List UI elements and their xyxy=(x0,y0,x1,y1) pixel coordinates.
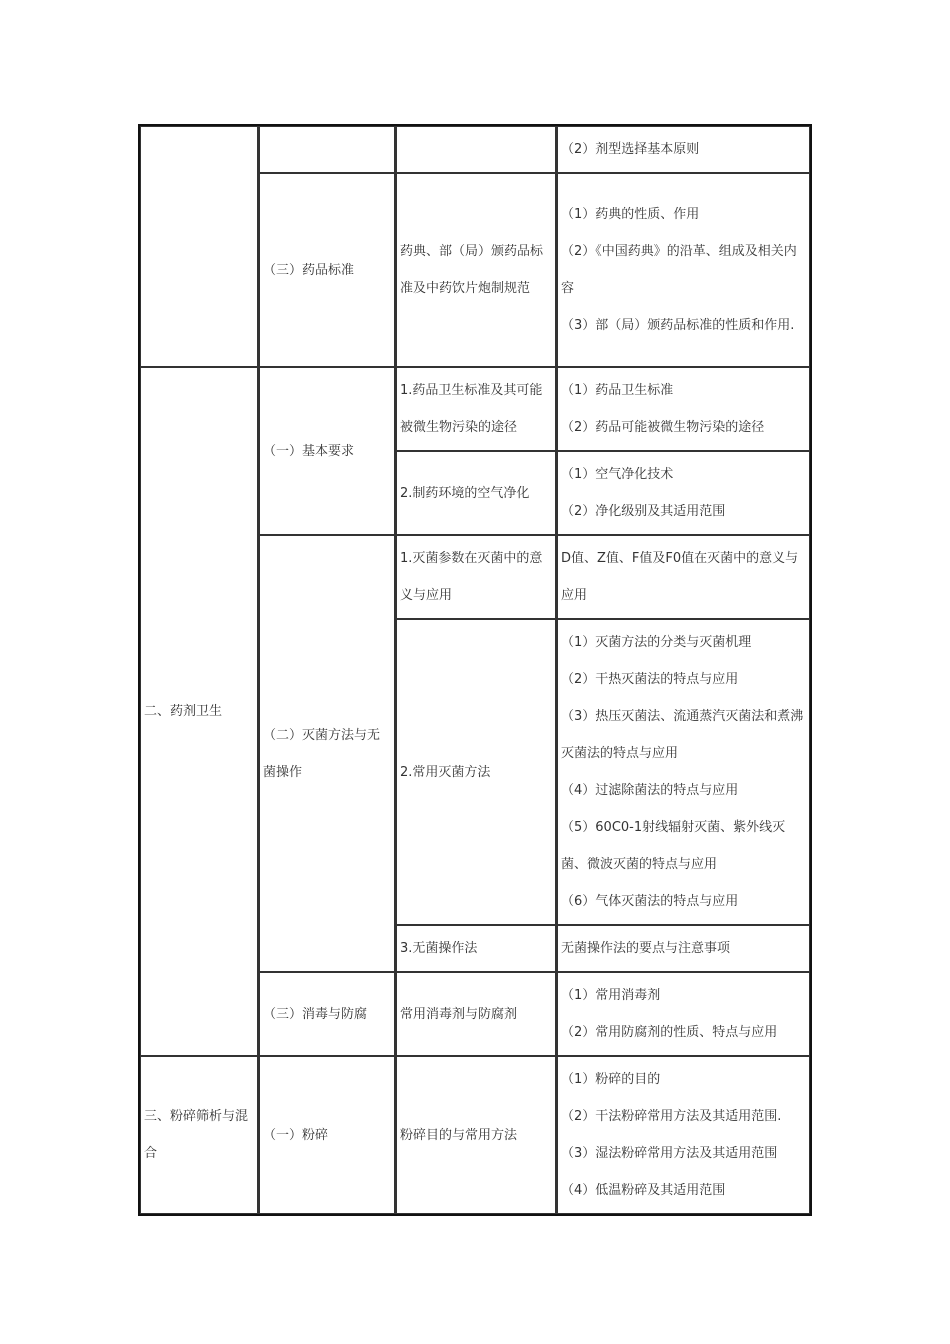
detail-line: （3）湿法粉碎常用方法及其适用范围 xyxy=(561,1146,778,1161)
table-row xyxy=(140,367,810,451)
detail-line: （1）灭菌方法的分类与灭菌机理 xyxy=(561,635,752,650)
detail-line: （3）热压灭菌法、流通蒸汽灭菌法和煮沸灭菌法的特点与应用 xyxy=(561,709,804,761)
topic-cell: 粉碎目的与常用方法 xyxy=(396,1056,557,1214)
subsection-cell: （三）药品标准 xyxy=(259,173,396,367)
detail-line: （4）低温粉碎及其适用范围 xyxy=(561,1183,726,1198)
section-cell xyxy=(140,126,259,367)
detail-line: （1）常用消毒剂 xyxy=(561,988,661,1003)
detail-cell xyxy=(557,126,810,173)
detail-line: （1）药品卫生标准 xyxy=(561,383,674,398)
detail-line: （4）过滤除菌法的特点与应用 xyxy=(561,783,739,798)
topic-cell: 1.灭菌参数在灭菌中的意义与应用 xyxy=(396,535,557,619)
detail-cell xyxy=(557,367,810,451)
topic-cell: 2.制药环境的空气净化 xyxy=(396,451,557,535)
topic-cell: 药典、部（局）颁药品标准及中药饮片炮制规范 xyxy=(396,173,557,367)
detail-line: （2）剂型选择基本原则 xyxy=(561,142,700,157)
topic-cell: 常用消毒剂与防腐剂 xyxy=(396,972,557,1056)
detail-cell xyxy=(557,1056,810,1214)
detail-line: （2）干热灭菌法的特点与应用 xyxy=(561,672,739,687)
topic-cell: 1.药品卫生标准及其可能被微生物污染的途径 xyxy=(396,367,557,451)
detail-cell xyxy=(557,925,810,972)
table-row xyxy=(140,126,810,173)
section-cell: 三、粉碎筛析与混合 xyxy=(140,1056,259,1214)
detail-cell xyxy=(557,619,810,925)
subsection-cell: （一）粉碎 xyxy=(259,1056,396,1214)
topic-cell: 3.无菌操作法 xyxy=(396,925,557,972)
detail-line: （2）干法粉碎常用方法及其适用范围. xyxy=(561,1109,782,1124)
detail-cell xyxy=(557,451,810,535)
subsection-cell xyxy=(259,126,396,173)
detail-line: （2）《中国药典》的沿革、组成及相关内容 xyxy=(561,244,797,296)
detail-line: （2）药品可能被微生物污染的途径 xyxy=(561,420,765,435)
syllabus-table xyxy=(138,124,812,1216)
detail-line: （3）部（局）颁药品标准的性质和作用. xyxy=(561,318,795,333)
subsection-cell: （二）灭菌方法与无菌操作 xyxy=(259,535,396,972)
detail-line: （1）药典的性质、作用 xyxy=(561,207,700,222)
detail-cell xyxy=(557,173,810,367)
detail-line: （6）气体灭菌法的特点与应用 xyxy=(561,894,739,909)
topic-cell xyxy=(396,126,557,173)
detail-cell xyxy=(557,972,810,1056)
subsection-cell: （一）基本要求 xyxy=(259,367,396,535)
detail-line: （1）空气净化技术 xyxy=(561,467,674,482)
detail-line: （2）净化级别及其适用范围 xyxy=(561,504,726,519)
detail-line: （5）60C0-1射线辐射灭菌、紫外线灭菌、微波灭菌的特点与应用 xyxy=(561,820,786,872)
detail-line: 无菌操作法的要点与注意事项 xyxy=(561,941,731,956)
detail-line: （1）粉碎的目的 xyxy=(561,1072,661,1087)
detail-line: （2）常用防腐剂的性质、特点与应用 xyxy=(561,1025,778,1040)
detail-cell xyxy=(557,535,810,619)
topic-cell: 2.常用灭菌方法 xyxy=(396,619,557,925)
subsection-cell: （三）消毒与防腐 xyxy=(259,972,396,1056)
detail-line: D值、Z值、F值及F0值在灭菌中的意义与应用 xyxy=(561,551,799,603)
section-cell: 二、药剂卫生 xyxy=(140,367,259,1056)
table-row xyxy=(140,1056,810,1214)
